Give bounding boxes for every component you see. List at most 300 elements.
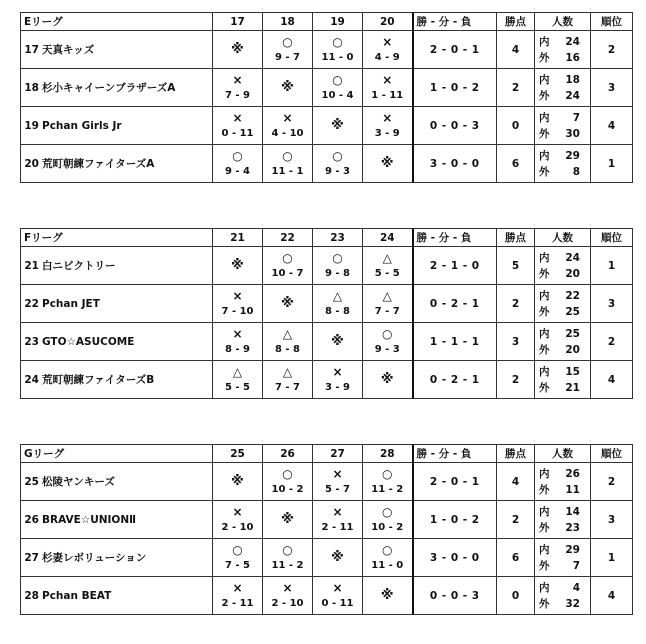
people-out-value: 32 (565, 597, 580, 610)
points-value: 2 (497, 501, 535, 539)
match-result-symbol: ※ (380, 372, 394, 387)
match-result-symbol: ○ (232, 148, 243, 163)
points-header: 勝点 (497, 229, 535, 247)
rank-value: 2 (591, 323, 633, 361)
record-header: 勝 - 分 - 負 (413, 445, 497, 463)
match-score: 11 - 2 (271, 559, 304, 571)
people-in-value: 29 (565, 149, 580, 162)
match-cell (263, 247, 313, 285)
people-out-row (539, 380, 590, 396)
match-result-symbol: ※ (380, 588, 394, 603)
people-in-value: 15 (565, 365, 580, 378)
league-name: Fリーグ (21, 229, 213, 247)
match-result-symbol: △ (382, 250, 392, 265)
people-in-label: 内 (539, 467, 550, 480)
match-result-symbol: ※ (331, 550, 344, 565)
match-score: 4 - 10 (271, 127, 304, 139)
match-result-symbol: ○ (282, 542, 293, 557)
people-count-cell (535, 107, 591, 145)
match-cell (313, 577, 363, 615)
people-in-row (539, 250, 590, 266)
team-row (21, 539, 633, 577)
match-score: 5 - 7 (324, 483, 351, 495)
match-score: 8 - 8 (324, 305, 351, 317)
match-score: 8 - 9 (224, 343, 251, 355)
match-cell (213, 247, 263, 285)
people-count-cell (535, 539, 591, 577)
team-number: 23 (24, 335, 39, 348)
match-cell (263, 361, 313, 399)
people-in-label: 内 (539, 251, 550, 264)
team-name-cell (21, 323, 213, 361)
match-score: 9 - 4 (224, 165, 251, 177)
opponent-column-header: 17 (213, 13, 263, 31)
people-count-cell (535, 69, 591, 107)
team-name-cell (21, 463, 213, 501)
match-score: 1 - 11 (371, 89, 404, 101)
team-row (21, 31, 633, 69)
match-result-symbol: ※ (380, 156, 394, 171)
team-number: 28 (24, 589, 39, 602)
rank-value: 4 (591, 361, 633, 399)
match-result-symbol: ○ (382, 504, 393, 519)
match-score: 2 - 10 (271, 597, 304, 609)
match-cell (213, 145, 263, 183)
people-in-value: 18 (565, 73, 580, 86)
match-result-symbol: × (332, 466, 343, 481)
win-draw-loss-record: 0 - 0 - 3 (413, 577, 497, 615)
match-result-symbol: ※ (231, 258, 244, 273)
match-result-symbol: × (332, 504, 343, 519)
team-number: 25 (24, 476, 39, 488)
team-row (21, 463, 633, 501)
points-value: 3 (497, 323, 535, 361)
opponent-column-header: 26 (263, 445, 313, 463)
match-score: 3 - 9 (324, 381, 351, 393)
win-draw-loss-record: 1 - 1 - 1 (413, 323, 497, 361)
rank-value: 1 (591, 145, 633, 183)
match-cell (263, 31, 313, 69)
people-in-row (539, 148, 590, 164)
match-result-symbol: × (332, 580, 343, 595)
people-count-cell (535, 323, 591, 361)
people-out-row (539, 266, 590, 282)
people-out-label: 外 (539, 89, 550, 102)
team-number: 27 (24, 552, 39, 564)
team-name-cell (21, 247, 213, 285)
match-score: 7 - 5 (224, 559, 251, 571)
match-result-symbol: △ (282, 364, 293, 379)
people-out-value: 21 (565, 381, 580, 394)
people-count-cell (535, 501, 591, 539)
team-row (21, 107, 633, 145)
people-in-value: 24 (565, 251, 580, 264)
team-name-cell (21, 31, 213, 69)
league-name: Gリーグ (21, 445, 213, 463)
match-score: 5 - 5 (224, 381, 251, 393)
match-cell (213, 577, 263, 615)
team-name: 天真キッズ (42, 44, 95, 56)
match-cell (313, 539, 363, 577)
match-score: 11 - 0 (321, 51, 354, 63)
match-cell (313, 107, 363, 145)
points-value: 2 (497, 361, 535, 399)
match-result-symbol: ○ (332, 34, 343, 49)
record-header: 勝 - 分 - 負 (413, 13, 497, 31)
people-out-row (539, 558, 590, 574)
match-cell (263, 501, 313, 539)
points-header: 勝点 (497, 13, 535, 31)
match-score: 2 - 11 (221, 597, 254, 609)
people-in-value: 25 (565, 327, 580, 340)
win-draw-loss-record: 0 - 2 - 1 (413, 285, 497, 323)
team-name-cell (21, 539, 213, 577)
team-number: 19 (24, 119, 39, 132)
people-out-label: 外 (539, 51, 550, 64)
match-score: 9 - 3 (374, 343, 400, 355)
people-header: 人数 (535, 445, 591, 463)
match-cell (363, 285, 413, 323)
people-in-row (539, 110, 590, 126)
match-score: 7 - 7 (274, 381, 301, 393)
match-cell (313, 145, 363, 183)
match-score: 7 - 10 (221, 305, 254, 317)
people-count-cell (535, 361, 591, 399)
people-count-cell (535, 463, 591, 501)
people-in-value: 7 (572, 111, 580, 124)
points-value: 0 (497, 107, 535, 145)
match-result-symbol: ○ (282, 466, 293, 481)
match-cell (213, 69, 263, 107)
match-cell (213, 463, 263, 501)
people-count-cell (535, 577, 591, 615)
people-in-value: 29 (565, 543, 580, 556)
opponent-column-header: 19 (313, 13, 363, 31)
points-value: 2 (497, 285, 535, 323)
match-cell (213, 31, 263, 69)
people-in-row (539, 466, 590, 482)
match-score: 9 - 8 (324, 267, 351, 279)
team-name: 松陵ヤンキーズ (42, 476, 115, 488)
people-in-value: 26 (565, 467, 580, 480)
people-out-row (539, 482, 590, 498)
people-out-row (539, 596, 590, 612)
team-name: 荒町朝練ファイターズA (42, 158, 155, 170)
team-row (21, 285, 633, 323)
people-count-cell (535, 145, 591, 183)
match-cell (363, 501, 413, 539)
match-cell (213, 107, 263, 145)
people-out-label: 外 (539, 127, 550, 140)
people-in-value: 24 (565, 35, 580, 48)
match-score: 10 - 2 (371, 521, 404, 533)
match-score: 11 - 2 (371, 483, 404, 495)
team-name: BRAVE☆UNIONⅡ (42, 513, 137, 526)
match-cell (363, 31, 413, 69)
team-name-cell (21, 107, 213, 145)
team-number: 21 (24, 260, 39, 272)
people-in-row (539, 72, 590, 88)
match-cell (313, 247, 363, 285)
match-score: 0 - 11 (321, 597, 354, 609)
people-header: 人数 (535, 13, 591, 31)
points-header: 勝点 (497, 445, 535, 463)
team-name: GTO☆ASUCOME (42, 335, 135, 348)
points-value: 6 (497, 539, 535, 577)
team-name-cell (21, 577, 213, 615)
points-value: 0 (497, 577, 535, 615)
people-in-value: 4 (572, 581, 580, 594)
match-result-symbol: ○ (382, 542, 393, 557)
match-score: 9 - 7 (274, 51, 301, 63)
people-out-value: 7 (572, 559, 580, 572)
people-in-row (539, 288, 590, 304)
match-result-symbol: ※ (331, 118, 344, 133)
match-result-symbol: × (332, 364, 343, 379)
match-cell (313, 501, 363, 539)
win-draw-loss-record: 3 - 0 - 0 (413, 145, 497, 183)
opponent-column-header: 23 (313, 229, 363, 247)
match-result-symbol: △ (332, 288, 343, 303)
team-row (21, 361, 633, 399)
match-cell (313, 31, 363, 69)
points-value: 4 (497, 463, 535, 501)
people-header: 人数 (535, 229, 591, 247)
match-cell (363, 539, 413, 577)
people-in-label: 内 (539, 35, 550, 48)
people-out-value: 24 (565, 89, 580, 102)
people-out-label: 外 (539, 597, 550, 610)
match-result-symbol: △ (382, 288, 392, 303)
team-name: Pchan Girls Jr (42, 119, 122, 132)
people-count-cell (535, 31, 591, 69)
team-name: Pchan BEAT (42, 589, 112, 602)
team-row (21, 501, 633, 539)
people-out-value: 23 (565, 521, 580, 534)
people-in-label: 内 (539, 289, 550, 302)
people-in-label: 内 (539, 581, 550, 594)
match-result-symbol: ○ (332, 148, 343, 163)
team-name: Pchan JET (42, 297, 100, 310)
team-row (21, 145, 633, 183)
match-score: 9 - 3 (324, 165, 351, 177)
people-in-label: 内 (539, 73, 550, 86)
rank-value: 3 (591, 501, 633, 539)
match-cell (263, 107, 313, 145)
match-result-symbol: × (382, 110, 393, 125)
team-row (21, 323, 633, 361)
people-out-row (539, 88, 590, 104)
match-cell (363, 323, 413, 361)
points-value: 2 (497, 69, 535, 107)
team-name: 荒町朝練ファイターズB (42, 374, 155, 386)
people-count-cell (535, 247, 591, 285)
match-cell (213, 323, 263, 361)
people-in-value: 22 (565, 289, 580, 302)
match-result-symbol: ※ (281, 512, 294, 527)
rank-value: 2 (591, 31, 633, 69)
people-out-value: 30 (565, 127, 580, 140)
match-score: 7 - 9 (224, 89, 251, 101)
match-result-symbol: × (382, 34, 393, 49)
win-draw-loss-record: 2 - 0 - 1 (413, 31, 497, 69)
match-score: 2 - 10 (221, 521, 254, 533)
people-out-value: 20 (565, 267, 580, 280)
match-result-symbol: × (282, 580, 293, 595)
win-draw-loss-record: 3 - 0 - 0 (413, 539, 497, 577)
match-cell (263, 463, 313, 501)
people-in-row (539, 580, 590, 596)
people-out-label: 外 (539, 483, 550, 496)
match-cell (263, 323, 313, 361)
opponent-column-header: 24 (363, 229, 413, 247)
team-name-cell (21, 145, 213, 183)
match-result-symbol: ○ (382, 466, 393, 481)
points-value: 5 (497, 247, 535, 285)
people-in-label: 内 (539, 327, 550, 340)
match-result-symbol: × (382, 72, 393, 87)
match-cell (363, 577, 413, 615)
rank-value: 3 (591, 69, 633, 107)
match-result-symbol: × (232, 504, 243, 519)
points-value: 6 (497, 145, 535, 183)
people-out-label: 外 (539, 343, 550, 356)
team-number: 20 (24, 158, 39, 170)
match-result-symbol: △ (232, 364, 243, 379)
match-result-symbol: × (232, 326, 243, 341)
people-count-cell (535, 285, 591, 323)
opponent-column-header: 18 (263, 13, 313, 31)
match-cell (363, 247, 413, 285)
rank-value: 4 (591, 107, 633, 145)
match-result-symbol: ※ (281, 80, 294, 95)
match-cell (313, 361, 363, 399)
people-in-row (539, 326, 590, 342)
match-result-symbol: × (232, 580, 243, 595)
people-in-label: 内 (539, 365, 550, 378)
league-header-row (21, 13, 633, 31)
people-out-row (539, 342, 590, 358)
match-score: 2 - 11 (321, 521, 354, 533)
match-result-symbol: × (232, 288, 243, 303)
people-out-label: 外 (539, 559, 550, 572)
win-draw-loss-record: 1 - 0 - 2 (413, 69, 497, 107)
team-number: 18 (24, 82, 39, 94)
people-out-label: 外 (539, 267, 550, 280)
league-header-row (21, 229, 633, 247)
opponent-column-header: 27 (313, 445, 363, 463)
people-out-row (539, 304, 590, 320)
match-score: 0 - 11 (221, 127, 254, 139)
team-name-cell (21, 69, 213, 107)
match-result-symbol: × (282, 110, 293, 125)
opponent-column-header: 20 (363, 13, 413, 31)
record-header: 勝 - 分 - 負 (413, 229, 497, 247)
match-score: 10 - 7 (271, 267, 304, 279)
people-in-label: 内 (539, 111, 550, 124)
people-out-label: 外 (539, 381, 550, 394)
people-out-value: 25 (565, 305, 580, 318)
match-result-symbol: ○ (232, 542, 243, 557)
win-draw-loss-record: 2 - 0 - 1 (413, 463, 497, 501)
points-value: 4 (497, 31, 535, 69)
match-result-symbol: ○ (282, 34, 293, 49)
league-table (20, 228, 633, 399)
league-name: Eリーグ (21, 13, 213, 31)
people-in-row (539, 34, 590, 50)
people-out-label: 外 (539, 521, 550, 534)
match-result-symbol: ※ (331, 334, 344, 349)
match-cell (263, 69, 313, 107)
match-cell (363, 145, 413, 183)
rank-value: 1 (591, 247, 633, 285)
match-result-symbol: ○ (382, 326, 393, 341)
match-score: 7 - 7 (374, 305, 400, 317)
match-cell (213, 361, 263, 399)
match-cell (313, 285, 363, 323)
win-draw-loss-record: 1 - 0 - 2 (413, 501, 497, 539)
match-cell (263, 145, 313, 183)
match-cell (313, 69, 363, 107)
team-row (21, 247, 633, 285)
people-out-value: 8 (572, 165, 580, 178)
match-cell (213, 501, 263, 539)
team-name-cell (21, 285, 213, 323)
league-table (20, 444, 633, 615)
match-cell (263, 539, 313, 577)
rank-value: 4 (591, 577, 633, 615)
people-in-label: 内 (539, 149, 550, 162)
match-result-symbol: × (232, 72, 243, 87)
rank-header: 順位 (591, 13, 633, 31)
opponent-column-header: 21 (213, 229, 263, 247)
rank-value: 3 (591, 285, 633, 323)
match-result-symbol: ※ (231, 42, 244, 57)
team-number: 17 (24, 44, 39, 56)
rank-value: 2 (591, 463, 633, 501)
match-score: 11 - 1 (271, 165, 304, 177)
people-out-row (539, 50, 590, 66)
people-in-row (539, 542, 590, 558)
team-name-cell (21, 501, 213, 539)
match-result-symbol: ○ (332, 250, 343, 265)
match-result-symbol: ○ (332, 72, 343, 87)
match-cell (213, 285, 263, 323)
win-draw-loss-record: 2 - 1 - 0 (413, 247, 497, 285)
league-header-row (21, 445, 633, 463)
team-name: 杉小キャイーンブラザーズA (42, 82, 176, 94)
team-number: 24 (24, 374, 39, 386)
team-number: 22 (24, 297, 39, 310)
rank-header: 順位 (591, 229, 633, 247)
people-out-label: 外 (539, 165, 550, 178)
opponent-column-header: 25 (213, 445, 263, 463)
match-cell (363, 107, 413, 145)
people-out-row (539, 126, 590, 142)
win-draw-loss-record: 0 - 0 - 3 (413, 107, 497, 145)
team-row (21, 69, 633, 107)
match-score: 3 - 9 (374, 127, 400, 139)
match-score: 8 - 8 (274, 343, 301, 355)
match-cell (263, 577, 313, 615)
people-in-row (539, 364, 590, 380)
people-in-value: 14 (565, 505, 580, 518)
match-result-symbol: ○ (282, 148, 293, 163)
match-cell (263, 285, 313, 323)
people-out-label: 外 (539, 305, 550, 318)
match-score: 10 - 2 (271, 483, 304, 495)
team-name: 杉妻レボリューション (42, 552, 147, 564)
